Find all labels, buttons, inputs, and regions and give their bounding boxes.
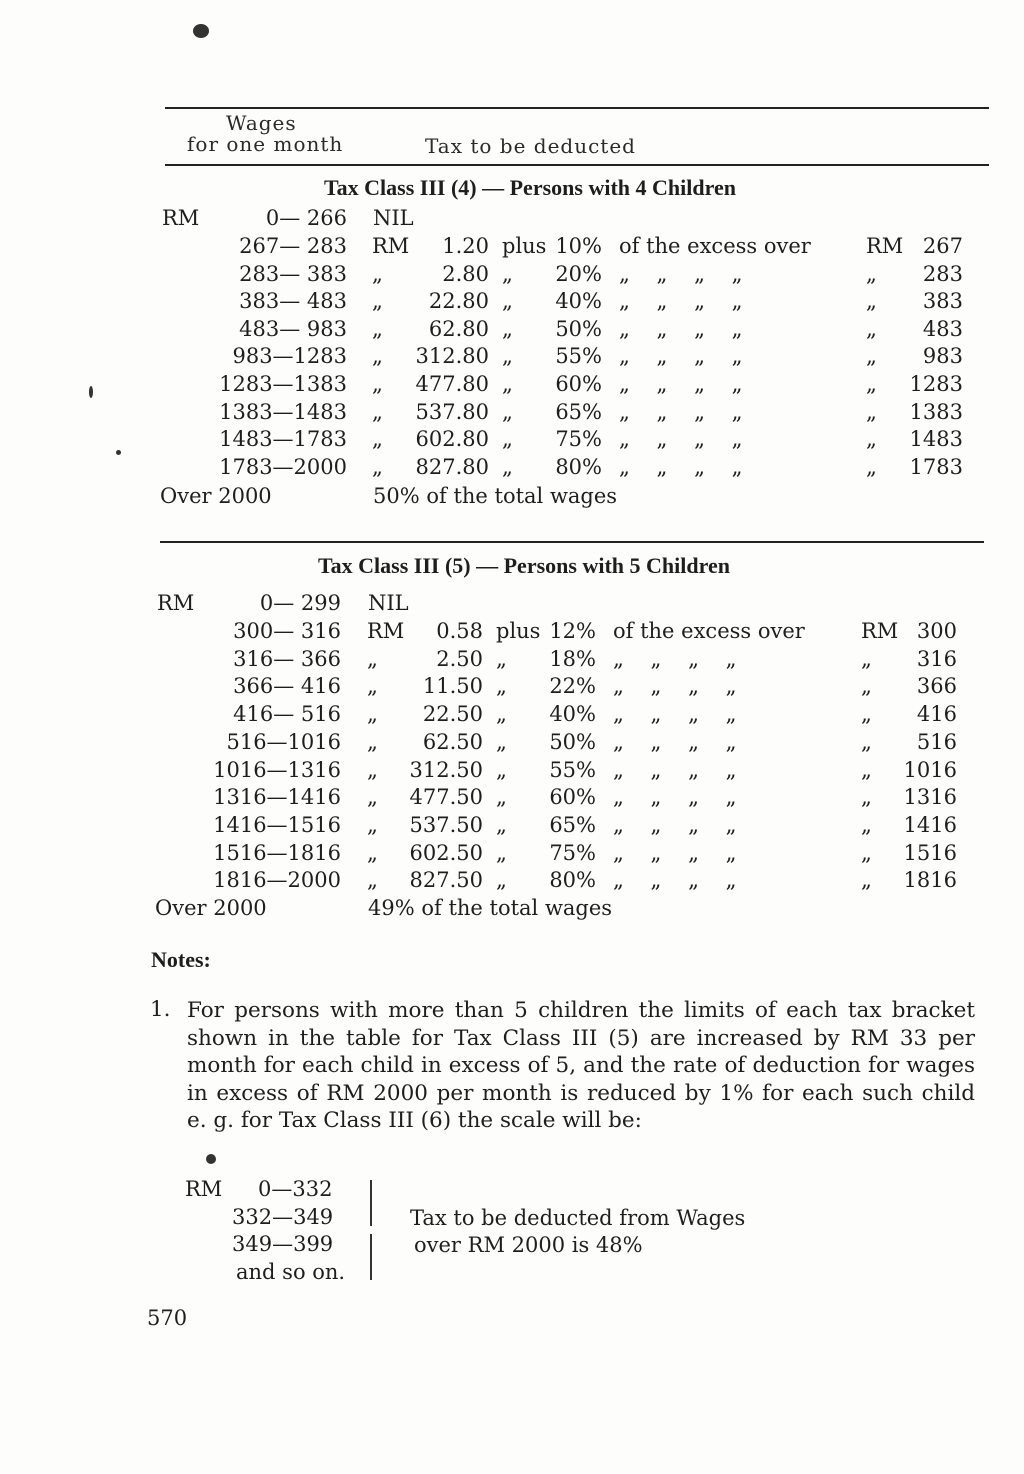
header-tax-label: Tax to be deducted xyxy=(425,134,636,158)
wage-range: 366— 416 xyxy=(233,674,341,699)
rate-percent: 65% xyxy=(555,399,602,424)
rate-percent: 60% xyxy=(549,785,596,810)
base-amount: 312.80 xyxy=(415,344,489,369)
excess-phrase: „ „ „ „ xyxy=(619,454,753,479)
plus-word: „ xyxy=(496,812,507,837)
over-amount: 483 xyxy=(922,316,963,341)
over-label: Over 2000 xyxy=(160,484,272,508)
excess-phrase: of the excess over xyxy=(613,619,805,643)
plus-word: „ xyxy=(502,454,513,479)
base-amount: 62.80 xyxy=(428,316,489,341)
wage-range: 516—1016 xyxy=(226,729,341,754)
base-unit: RM xyxy=(372,234,410,258)
plus-word: „ xyxy=(502,289,513,314)
scale-bracket-line xyxy=(370,1234,378,1280)
excess-phrase: „ „ „ „ xyxy=(613,812,747,837)
over-unit: „ xyxy=(861,868,872,893)
base-amount: 11.50 xyxy=(422,674,483,699)
base-amount: 22.50 xyxy=(422,702,483,727)
over-unit: „ xyxy=(861,646,872,671)
wage-range: 1783—2000 xyxy=(219,454,347,479)
plus-word: plus xyxy=(496,619,541,643)
base-unit: „ xyxy=(372,372,383,396)
plus-word: „ xyxy=(502,399,513,424)
base-amount: 477.80 xyxy=(415,372,489,396)
excess-phrase: „ „ „ „ xyxy=(619,344,753,369)
table-separator-rule xyxy=(160,541,984,543)
over-amount: 1316 xyxy=(903,785,957,810)
table-row xyxy=(0,344,1024,372)
base-unit: „ xyxy=(367,702,378,727)
base-unit: „ xyxy=(367,868,378,893)
wage-range: 283— 383 xyxy=(239,261,347,286)
note-text: For persons with more than 5 children the limits of each tax bracket shown in the table for Tax Class III (5) are increased by RM 33 per month for each child in excess of 5, and the rate of deduction for wages in excess of RM 2000 per month is reduced by 1% for each such child e. g. for Tax Class III (6) the scale will be: xyxy=(187,998,975,1133)
wage-range: 0— 266 xyxy=(265,206,347,230)
note-number: 1. xyxy=(150,997,171,1022)
base-amount: 537.80 xyxy=(415,399,489,424)
over-unit: „ xyxy=(861,757,872,782)
table1-last-row xyxy=(0,484,1024,512)
wage-range: 1383—1483 xyxy=(219,399,347,424)
scale-range-1: 0—332 xyxy=(258,1177,333,1201)
table-row xyxy=(0,841,1024,869)
over-unit: „ xyxy=(861,729,872,754)
table-row xyxy=(0,455,1024,483)
scale-range-4: and so on. xyxy=(236,1260,346,1284)
over-unit: „ xyxy=(866,261,877,286)
table-row xyxy=(0,785,1024,813)
rate-percent: 50% xyxy=(555,316,602,341)
over-unit: „ xyxy=(866,344,877,369)
table-row xyxy=(0,813,1024,841)
header-one-month-label: for one month xyxy=(187,132,344,156)
table-row xyxy=(0,868,1024,896)
base-amount: 827.80 xyxy=(415,454,489,479)
nil-text: NIL xyxy=(368,591,409,615)
plus-word: „ xyxy=(496,702,507,727)
header-wages-label: Wages xyxy=(226,111,297,135)
table1-first-row xyxy=(0,206,1024,234)
wage-range: 0— 299 xyxy=(259,591,341,615)
plus-word: „ xyxy=(502,427,513,452)
wage-range: 483— 983 xyxy=(239,316,347,341)
plus-word: „ xyxy=(502,344,513,369)
wage-range: 416— 516 xyxy=(233,702,341,727)
rate-percent: 40% xyxy=(555,289,602,314)
scale-range-3: 349—399 xyxy=(232,1232,334,1256)
base-amount: 312.50 xyxy=(409,757,483,782)
table-row xyxy=(0,702,1024,730)
base-amount: 477.50 xyxy=(409,785,483,810)
over-amount: 1283 xyxy=(909,372,963,396)
wage-range: 1316—1416 xyxy=(213,785,341,810)
over-unit: „ xyxy=(861,840,872,865)
excess-phrase: „ „ „ „ xyxy=(619,261,753,286)
plus-word: „ xyxy=(496,785,507,810)
base-unit: „ xyxy=(372,289,383,314)
excess-phrase: „ „ „ „ xyxy=(613,674,747,699)
rate-percent: 40% xyxy=(549,702,596,727)
over-unit: „ xyxy=(866,289,877,314)
rate-percent: 80% xyxy=(555,454,602,479)
base-amount: 1.20 xyxy=(442,234,489,258)
scale-text-line1: Tax to be deducted from Wages xyxy=(410,1206,746,1230)
plus-word: „ xyxy=(496,674,507,699)
rate-percent: 18% xyxy=(549,646,596,671)
over-unit: „ xyxy=(861,785,872,810)
excess-phrase: „ „ „ „ xyxy=(619,372,753,396)
excess-phrase: of the excess over xyxy=(619,234,811,258)
base-unit: „ xyxy=(372,344,383,369)
scale-text-line2: over RM 2000 is 48% xyxy=(414,1233,643,1257)
ink-blot xyxy=(193,24,209,38)
base-unit: „ xyxy=(367,785,378,810)
excess-phrase: „ „ „ „ xyxy=(613,646,747,671)
table-row xyxy=(0,317,1024,345)
base-unit: „ xyxy=(372,427,383,452)
plus-word: „ xyxy=(502,261,513,286)
rate-percent: 20% xyxy=(555,261,602,286)
over-amount: 1016 xyxy=(903,757,957,782)
wage-range: 1516—1816 xyxy=(213,840,341,865)
excess-phrase: „ „ „ „ xyxy=(619,316,753,341)
over-unit: „ xyxy=(866,399,877,424)
wage-range: 267— 283 xyxy=(239,234,347,258)
excess-phrase: „ „ „ „ xyxy=(613,868,747,893)
wage-range: 1416—1516 xyxy=(213,812,341,837)
base-amount: 602.50 xyxy=(409,840,483,865)
nil-text: NIL xyxy=(373,206,414,230)
over-amount: 300 xyxy=(916,619,957,643)
base-amount: 0.58 xyxy=(436,619,483,643)
table-row xyxy=(0,372,1024,400)
currency-prefix: RM xyxy=(162,206,200,230)
header-bottom-rule xyxy=(165,164,989,166)
table2-title: Tax Class III (5) — Persons with 5 Children xyxy=(318,553,730,578)
base-amount: 62.50 xyxy=(422,729,483,754)
base-unit: „ xyxy=(367,646,378,671)
excess-phrase: „ „ „ „ xyxy=(613,729,747,754)
excess-phrase: „ „ „ „ xyxy=(613,757,747,782)
over-amount: 983 xyxy=(922,344,963,369)
over-amount: 267 xyxy=(922,234,963,258)
over-amount: 1483 xyxy=(909,427,963,452)
table-row xyxy=(0,758,1024,786)
header-top-rule xyxy=(165,107,989,109)
wage-range: 1016—1316 xyxy=(213,757,341,782)
base-unit: „ xyxy=(372,316,383,341)
base-amount: 537.50 xyxy=(409,812,483,837)
rate-percent: 50% xyxy=(549,729,596,754)
wage-range: 316— 366 xyxy=(233,646,341,671)
rate-percent: 55% xyxy=(555,344,602,369)
rate-percent: 10% xyxy=(555,234,602,258)
rate-percent: 75% xyxy=(549,840,596,865)
over-amount: 1516 xyxy=(903,840,957,865)
over-amount: 1783 xyxy=(909,454,963,479)
over-unit: „ xyxy=(866,454,877,479)
table-row xyxy=(0,400,1024,428)
base-amount: 2.50 xyxy=(436,646,483,671)
base-unit: „ xyxy=(372,261,383,286)
over-amount: 1383 xyxy=(909,399,963,424)
over-unit: „ xyxy=(861,674,872,699)
rate-percent: 12% xyxy=(549,619,596,643)
table2-first-row xyxy=(0,591,1024,619)
plus-word: „ xyxy=(496,757,507,782)
over-unit: RM xyxy=(866,234,904,258)
excess-phrase: „ „ „ „ xyxy=(613,840,747,865)
wage-range: 1816—2000 xyxy=(213,868,341,893)
scale-bracket-line xyxy=(370,1180,378,1226)
over-unit: RM xyxy=(861,619,899,643)
table-row xyxy=(0,234,1024,262)
wage-range: 300— 316 xyxy=(233,619,341,643)
base-unit: „ xyxy=(372,399,383,424)
over-amount: 416 xyxy=(916,702,957,727)
base-amount: 602.80 xyxy=(415,427,489,452)
base-unit: „ xyxy=(367,812,378,837)
rate-percent: 22% xyxy=(549,674,596,699)
rate-percent: 60% xyxy=(555,372,602,396)
table-row xyxy=(0,730,1024,758)
over-unit: „ xyxy=(866,427,877,452)
rate-percent: 75% xyxy=(555,427,602,452)
wage-range: 383— 483 xyxy=(239,289,347,314)
base-amount: 827.50 xyxy=(409,868,483,893)
rate-percent: 80% xyxy=(549,868,596,893)
excess-phrase: „ „ „ „ xyxy=(619,399,753,424)
table-row xyxy=(0,262,1024,290)
excess-phrase: „ „ „ „ xyxy=(613,785,747,810)
over-amount: 516 xyxy=(916,729,957,754)
wage-range: 1283—1383 xyxy=(219,372,347,396)
excess-phrase: „ „ „ „ xyxy=(613,702,747,727)
over-text: 49% of the total wages xyxy=(368,896,613,920)
base-unit: RM xyxy=(367,619,405,643)
over-unit: „ xyxy=(861,812,872,837)
excess-phrase: „ „ „ „ xyxy=(619,289,753,314)
over-amount: 366 xyxy=(916,674,957,699)
base-unit: „ xyxy=(367,674,378,699)
over-unit: „ xyxy=(866,316,877,341)
excess-phrase: „ „ „ „ xyxy=(619,427,753,452)
over-unit: „ xyxy=(861,702,872,727)
plus-word: „ xyxy=(496,729,507,754)
plus-word: „ xyxy=(496,646,507,671)
rate-percent: 55% xyxy=(549,757,596,782)
base-unit: „ xyxy=(367,840,378,865)
base-amount: 2.80 xyxy=(442,261,489,286)
table-row xyxy=(0,619,1024,647)
over-amount: 1416 xyxy=(903,812,957,837)
plus-word: „ xyxy=(502,372,513,396)
base-unit: „ xyxy=(372,454,383,479)
table1-title: Tax Class III (4) — Persons with 4 Children xyxy=(324,175,736,200)
base-amount: 22.80 xyxy=(428,289,489,314)
table-row xyxy=(0,674,1024,702)
table2-last-row xyxy=(0,896,1024,924)
over-text: 50% of the total wages xyxy=(373,484,618,508)
currency-prefix: RM xyxy=(157,591,195,615)
scale-range-2: 332—349 xyxy=(232,1205,334,1229)
over-amount: 1816 xyxy=(903,868,957,893)
rate-percent: 65% xyxy=(549,812,596,837)
base-unit: „ xyxy=(367,757,378,782)
over-label: Over 2000 xyxy=(155,896,267,920)
plus-word: plus xyxy=(502,234,547,258)
over-amount: 316 xyxy=(916,646,957,671)
base-unit: „ xyxy=(367,729,378,754)
wage-range: 983—1283 xyxy=(232,344,347,369)
ink-blot xyxy=(206,1154,216,1164)
notes-heading: Notes: xyxy=(151,947,211,972)
table-row xyxy=(0,427,1024,455)
over-unit: „ xyxy=(866,372,877,396)
plus-word: „ xyxy=(502,316,513,341)
over-amount: 383 xyxy=(922,289,963,314)
wage-range: 1483—1783 xyxy=(219,427,347,452)
over-amount: 283 xyxy=(922,261,963,286)
scale-prefix: RM xyxy=(185,1177,223,1201)
plus-word: „ xyxy=(496,868,507,893)
table-row xyxy=(0,289,1024,317)
plus-word: „ xyxy=(496,840,507,865)
page-number: 570 xyxy=(147,1306,188,1330)
table-row xyxy=(0,647,1024,675)
